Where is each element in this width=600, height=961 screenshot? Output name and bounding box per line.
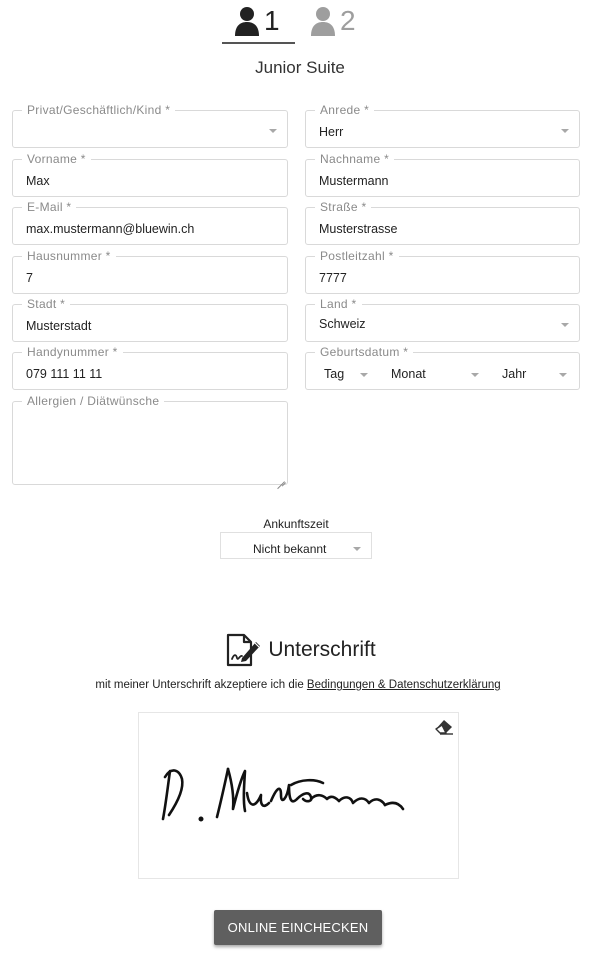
house-number-value: 7	[26, 271, 33, 285]
guest-tab-number: 2	[340, 5, 356, 36]
country-label: Land *	[315, 298, 362, 311]
mobile-label: Handynummer *	[22, 346, 123, 359]
chevron-down-icon	[561, 323, 569, 327]
signature-pad[interactable]	[138, 712, 459, 879]
email-field[interactable]	[12, 200, 288, 245]
first-name-value: Max	[26, 174, 50, 188]
salutation-value: Herr	[319, 125, 344, 139]
last-name-label: Nachname *	[315, 153, 394, 166]
house-number-field[interactable]	[12, 249, 288, 294]
terms-privacy-link[interactable]: Bedingungen & Datenschutzerklärung	[306, 679, 501, 691]
street-field[interactable]	[305, 200, 580, 245]
postal-code-value: 7777	[319, 271, 347, 285]
street-value: Musterstrasse	[319, 222, 398, 236]
last-name-field[interactable]	[305, 152, 580, 197]
category-select[interactable]	[12, 103, 288, 148]
email-label: E-Mail *	[22, 201, 76, 214]
postal-code-field[interactable]	[305, 249, 580, 294]
chevron-down-icon	[353, 547, 361, 551]
chevron-down-icon	[561, 129, 569, 133]
first-name-label: Vorname *	[22, 153, 91, 166]
last-name-value: Mustermann	[319, 174, 389, 188]
active-tab-indicator	[222, 42, 295, 44]
guest-tab-2[interactable]	[310, 2, 356, 40]
resize-handle[interactable]	[277, 474, 285, 482]
guest-tab-1[interactable]	[234, 2, 280, 40]
signature-document-icon	[224, 632, 262, 668]
chevron-down-icon	[471, 373, 479, 377]
mobile-field[interactable]	[12, 345, 288, 390]
person-icon	[310, 6, 336, 36]
city-label: Stadt *	[22, 298, 70, 311]
signature-consent	[0, 679, 596, 691]
arrival-label: Ankunftszeit	[263, 517, 329, 531]
chevron-down-icon	[360, 373, 368, 377]
chevron-down-icon	[269, 129, 277, 133]
salutation-select[interactable]	[305, 103, 580, 148]
arrival-value: Nicht bekannt	[253, 542, 327, 556]
signature-header	[0, 632, 600, 668]
online-checkin-button[interactable]: ONLINE EINCHECKEN	[214, 910, 382, 945]
category-label: Privat/Geschäftlich/Kind *	[22, 104, 175, 117]
mobile-value: 079 111 11 11	[26, 367, 103, 381]
email-value: max.mustermann@bluewin.ch	[26, 222, 195, 236]
allergies-textarea[interactable]	[12, 394, 288, 485]
country-value: Schweiz	[319, 317, 366, 331]
signature-title: Unterschrift	[268, 638, 376, 661]
birthdate-label: Geburtsdatum *	[315, 346, 413, 359]
country-select[interactable]	[305, 297, 580, 342]
room-type-title: Junior Suite	[255, 58, 345, 77]
person-icon	[234, 6, 260, 36]
birthdate-year: Jahr	[502, 367, 527, 381]
house-number-label: Hausnummer *	[22, 250, 116, 263]
city-value: Musterstadt	[26, 319, 92, 333]
chevron-down-icon	[559, 373, 567, 377]
allergies-label: Allergien / Diätwünsche	[22, 395, 164, 408]
postal-code-label: Postleitzahl *	[315, 250, 399, 263]
birthdate-month: Monat	[391, 367, 426, 381]
signature-drawing	[139, 713, 460, 880]
arrival-select[interactable]	[220, 532, 372, 559]
birthdate-day: Tag	[324, 367, 345, 381]
birthdate-field	[305, 345, 580, 390]
consent-text: mit meiner Unterschrift akzeptiere ich die	[95, 679, 304, 691]
salutation-label: Anrede *	[315, 104, 374, 117]
city-field[interactable]	[12, 297, 288, 342]
guest-tab-number: 1	[264, 5, 280, 36]
first-name-field[interactable]	[12, 152, 288, 197]
street-label: Straße *	[315, 201, 371, 214]
